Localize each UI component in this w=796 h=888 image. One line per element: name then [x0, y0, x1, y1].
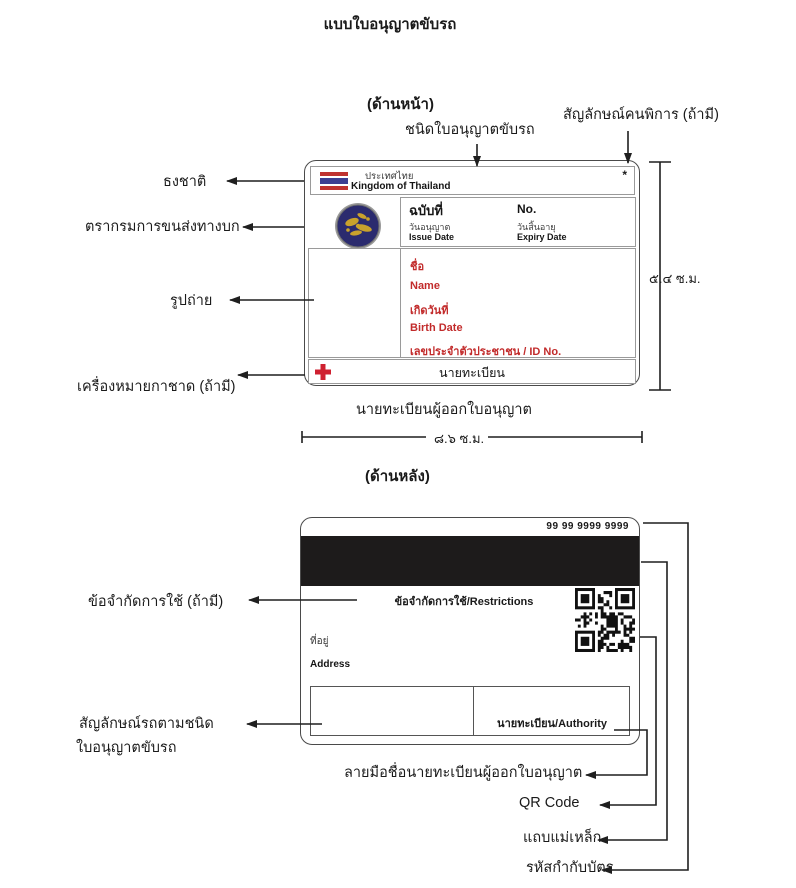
annotation-magnetic-stripe: แถบแม่เหล็ก	[523, 830, 602, 846]
field-authority: นายทะเบียน/Authority	[497, 718, 607, 730]
qr-code	[575, 588, 635, 652]
license-card-front	[304, 160, 640, 386]
field-no-en: No.	[517, 202, 537, 216]
annotation-signature: ลายมือชื่อนายทะเบียนผู้ออกใบอนุญาต	[344, 765, 583, 781]
card-country-th: ประเทศไทย	[365, 171, 414, 182]
field-address-th: ที่อยู่	[310, 636, 329, 647]
card-registrar-box	[308, 359, 636, 384]
field-issue-en: Issue Date	[409, 232, 455, 242]
thai-flag-icon	[320, 172, 348, 190]
field-issue-th: วันอนุญาต	[409, 222, 451, 232]
annotation-registrar-issuer: นายทะเบียนผู้ออกใบอนุญาต	[356, 402, 532, 418]
card-country-en: Kingdom of Thailand	[351, 181, 451, 192]
dimension-width-label: ๘.๖ ซ.ม.	[431, 428, 487, 449]
field-expiry-th: วันสิ้นอายุ	[517, 222, 556, 232]
annotation-photo: รูปถ่าย	[170, 293, 213, 309]
annotation-red-cross: เครื่องหมายกาชาด (ถ้ามี)	[77, 379, 236, 395]
field-id-no: เลขประจำตัวประชาชน / ID No.	[410, 346, 562, 358]
annotation-disabled-symbol: สัญลักษณ์คนพิการ (ถ้ามี)	[563, 107, 719, 123]
disabled-symbol-asterisk: *	[622, 168, 627, 182]
annotation-license-type: ชนิดใบอนุญาตขับรถ	[405, 122, 535, 138]
field-birth-en: Birth Date	[410, 322, 463, 334]
card-signature-box	[310, 686, 630, 736]
annotation-qr-code: QR Code	[519, 795, 580, 811]
annotation-vehicle-symbol-line2: ใบอนุญาตขับรถ	[76, 740, 177, 756]
license-card-back	[300, 517, 640, 745]
annotation-restrictions: ข้อจำกัดการใช้ (ถ้ามี)	[88, 594, 224, 610]
field-name-th: ชื่อ	[410, 261, 425, 273]
page-title: แบบใบอนุญาตขับรถ	[323, 16, 457, 33]
field-birth-th: เกิดวันที่	[410, 305, 449, 317]
field-address-en: Address	[310, 659, 351, 670]
annotation-card-code: รหัสกำกับบัตร	[526, 860, 614, 876]
signature-box-divider	[473, 687, 474, 735]
card-photo-box	[308, 248, 401, 358]
magnetic-stripe	[301, 536, 639, 586]
card-number-box	[400, 197, 636, 247]
card-holder-data-box	[400, 248, 636, 358]
back-section-label: (ด้านหลัง)	[365, 468, 430, 485]
field-no-th: ฉบับที่	[409, 203, 443, 218]
annotation-vehicle-symbol-line1: สัญลักษณ์รถตามชนิด	[79, 716, 214, 732]
field-registrar: นายทะเบียน	[439, 366, 505, 380]
field-restrictions: ข้อจำกัดการใช้/Restrictions	[394, 596, 534, 608]
dimension-height-label: ๕.๔ ซ.ม.	[646, 268, 704, 289]
card-header-box	[310, 166, 635, 195]
annotation-flag: ธงชาติ	[163, 174, 207, 190]
front-section-label: (ด้านหน้า)	[367, 96, 434, 113]
dlt-seal-icon	[334, 202, 382, 250]
annotation-dlt-seal: ตรากรมการขนส่งทางบก	[85, 219, 240, 235]
field-name-en: Name	[410, 280, 440, 292]
flag-stripe-red-bottom	[320, 186, 348, 190]
field-expiry-en: Expiry Date	[517, 232, 567, 242]
card-serial-number: 99 99 9999 9999	[546, 521, 629, 532]
